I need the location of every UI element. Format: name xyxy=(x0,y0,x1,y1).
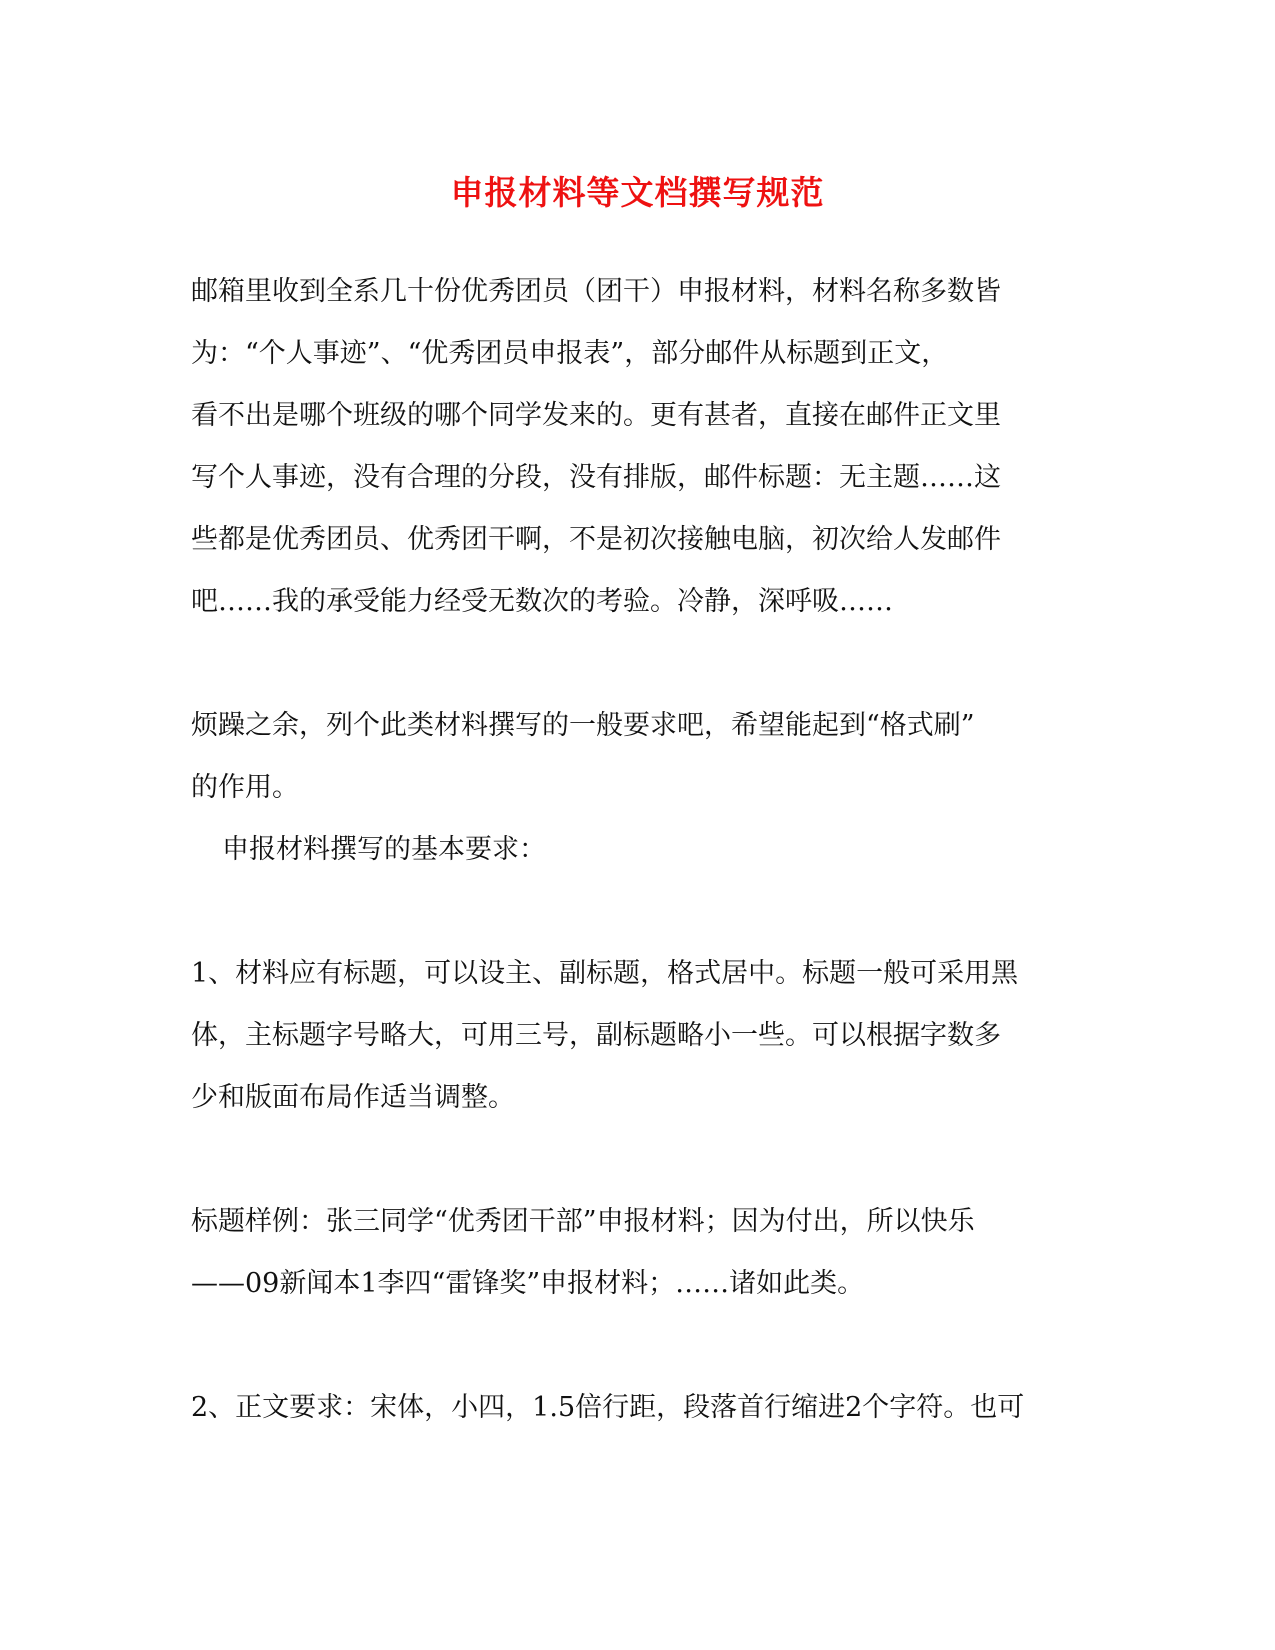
body-line: 为：“个人事迹”、“优秀团员申报表”，部分邮件从标题到正文， xyxy=(191,338,949,369)
section-heading: 申报材料撰写的基本要求： xyxy=(222,834,546,865)
list-item-line: 少和版面布局作适当调整。 xyxy=(191,1082,515,1113)
body-line: 邮箱里收到全系几十份优秀团员（团干）申报材料，材料名称多数皆 xyxy=(191,276,1001,307)
body-line: 写个人事迹，没有合理的分段，没有排版，邮件标题：无主题……这 xyxy=(191,462,1001,493)
body-line: 些都是优秀团员、优秀团干啊，不是初次接触电脑，初次给人发邮件 xyxy=(191,524,1001,555)
example-line: ——09新闻本1李四“雷锋奖”申报材料；……诸如此类。 xyxy=(191,1268,865,1299)
document-title: 申报材料等文档撰写规范 xyxy=(450,173,825,212)
list-item-line: 1、材料应有标题，可以设主、副标题，格式居中。标题一般可采用黑 xyxy=(191,958,1019,989)
list-item-line: 2、正文要求：宋体，小四，1.5倍行距，段落首行缩进2个字符。也可 xyxy=(191,1392,1025,1423)
body-line: 的作用。 xyxy=(191,772,299,803)
body-line: 烦躁之余，列个此类材料撰写的一般要求吧，希望能起到“格式刷” xyxy=(191,710,975,741)
body-line: 吧……我的承受能力经受无数次的考验。冷静，深呼吸…… xyxy=(191,586,893,617)
list-item-line: 体，主标题字号略大，可用三号，副标题略小一些。可以根据字数多 xyxy=(191,1020,1001,1051)
example-line: 标题样例：张三同学“优秀团干部”申报材料；因为付出，所以快乐 xyxy=(191,1206,975,1237)
body-line: 看不出是哪个班级的哪个同学发来的。更有甚者，直接在邮件正文里 xyxy=(191,400,1001,431)
